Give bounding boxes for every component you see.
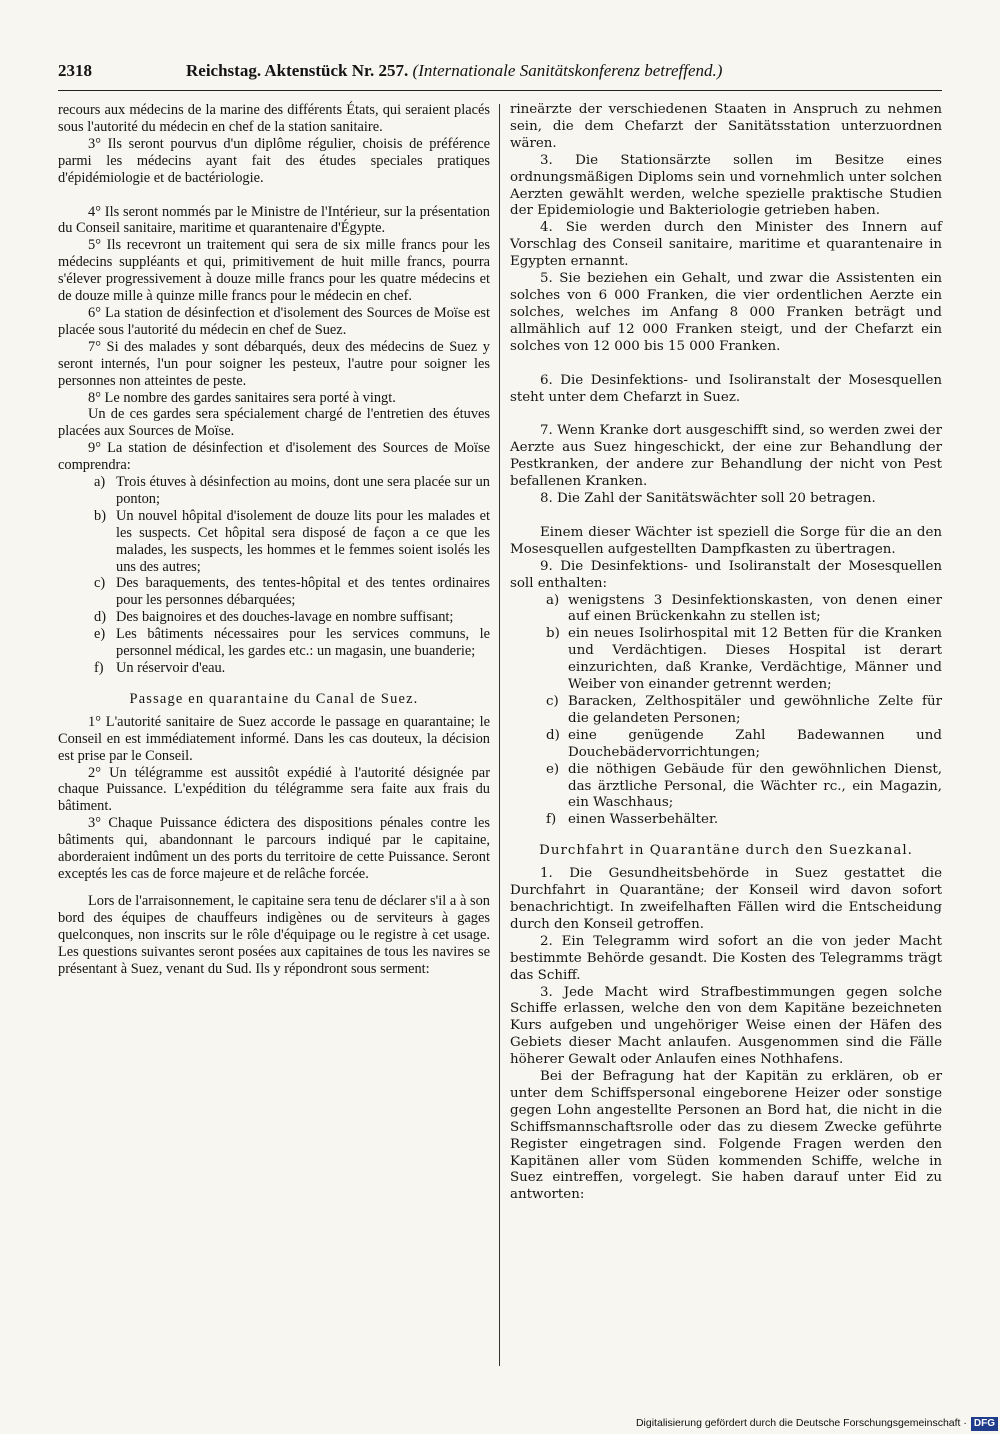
paragraph: recours aux médecins de la marine des différents États, qui seraient placés sous l'autorité du médecin en chef de la station sanitaire. — [58, 102, 490, 135]
paragraph: 4° Ils seront nommés par le Ministre de l'Intérieur, sur la présentation du Conseil sanitaire, maritime et quarantenaire d'Égypte. — [58, 203, 490, 237]
french-column — [58, 102, 490, 977]
paragraph: Un de ces gardes sera spécialement chargé de l'entretien des étuves placées aux Sources de Moïse. — [58, 406, 490, 440]
list-item: c) Baracken, Zelthospitäler und gewöhnliche Zelte für die gelandeten Personen; — [546, 694, 942, 726]
facility-list — [58, 474, 490, 677]
list-item: b) Un nouvel hôpital d'isolement de douze lits pour les malades et les suspects. Cet hôpital sera disposé de façon a ce que les malades, les suspects, les hommes et le femmes soient isolés les uns des autres; — [94, 507, 490, 575]
digitization-credit — [612, 1414, 998, 1432]
paragraph: 1. Die Gesundheitsbehörde in Suez gestattet die Durchfahrt in Quarantäne; der Konseil wird davon sofort benachrichtigt. In zweifelhaften Fällen wird die Entscheidung durch den Konseil getroffen. — [510, 866, 942, 932]
facility-list — [510, 593, 942, 830]
paragraph: 4. Sie werden durch den Minister des Innern auf Vorschlag des Conseil sanitaire, maritime et quarantenaire in Egypten ernannt. — [510, 220, 942, 270]
paragraph: 9° La station de désinfection et d'isolement des Sources de Moïse comprendra: — [58, 440, 490, 474]
paragraph: Lors de l'arraisonnement, le capitaine sera tenu de déclarer s'il a à son bord des équipes de chauffeurs indigènes ou de serviteurs à gages quelconques, non inscrits sur le rôle d'équipage ou le registre à cet usage. Les questions suivantes seront posées aux capitaines de tous les navires se présentant à Suez, venant du Sud. Ils y répondront sous serment: — [58, 892, 490, 977]
dfg-logo: DFG — [971, 1417, 998, 1431]
paragraph: 2. Ein Telegramm wird sofort an die von jeder Macht bestimmte Behörde gesandt. Die Kosten des Telegramms trägt das Schiff. — [510, 933, 942, 983]
paragraph: Einem dieser Wächter ist speziell die Sorge für die an den Mosesquellen aufgestellten Dampfkasten zu übertragen. — [510, 524, 942, 557]
list-item: e) die nöthigen Gebäude für den gewöhnlichen Dienst, das ärztliche Personal, die Wächter rc., ein Magazin, ein Waschhaus; — [546, 761, 942, 811]
german-column — [510, 102, 942, 1204]
paragraph: 3. Die Stationsärzte sollen im Besitze eines ordnungsmäßigen Diploms sein und vornehmlich unter solchen Aerzten gewählt werden, welche spezielle praktische Studien der Epidemiologie und Bakteriologie getrieben haben. — [510, 152, 942, 219]
paragraph: 8. Die Zahl der Sanitätswächter soll 20 betragen. — [540, 491, 876, 507]
running-title-subtitle: (Internationale Sanitätskonferenz betreffend.) — [412, 61, 723, 80]
section-heading: Durchfahrt in Quarantäne durch den Suezkanal. — [539, 843, 913, 859]
paragraph: rineärzte der verschiedenen Staaten in Anspruch zu nehmen sein, die dem Chefarzt der Sanitätsstation unterzuordnen wären. — [510, 102, 942, 151]
list-item: c) Des baraquements, des tentes-hôpital et des tentes ordinaires pour les personnes débarquées; — [94, 575, 490, 609]
paragraph: 5° Ils recevront un traitement qui sera de six mille francs pour les médecins suppléants et qui, primitivement de huit mille francs, pourra s'élever progressivement à douze mille francs pour les quatre médecins et de douze mille à quinze mille francs pour le médecin en chef. — [58, 237, 490, 305]
paragraph: 6° La station de désinfection et d'isolement des Sources de Moïse est placée sous l'autorité du médecin en chef de Suez. — [58, 304, 490, 338]
page-header — [58, 58, 940, 84]
paragraph: 2° Un télégramme est aussitôt expédié à l'autorité désignée par chaque Puissance. L'expédition du télégramme sera faite aux frais du bâtiment. — [58, 764, 490, 815]
page-number: 2318 — [58, 61, 92, 80]
paragraph: 5. Sie beziehen ein Gehalt, und zwar die Assistenten ein solches von 6 000 Franken, die vier ordentlichen Aerzte ein solches, welches im Anfang 8 000 Franken beträgt und allmählich auf 12 000 Franken steigt, und der Chefarzt ein solches von 12 000 bis 15 000 Franken. — [510, 271, 942, 354]
list-item: a) Trois étuves à désinfection au moins, dont une sera placée sur un ponton; — [94, 474, 490, 507]
paragraph: 6. Die Desinfektions- und Isoliranstalt der Mosesquellen steht unter dem Chefarzt in Suez. — [510, 372, 942, 405]
paragraph: 9. Die Desinfektions- und Isoliranstalt der Mosesquellen soll enthalten: — [510, 558, 942, 591]
paragraph: 3° Chaque Puissance édictera des dispositions pénales contre les bâtiments qui, abandonnant le parcours indiqué par le capitaine, aborderaient indûment un des ports du territoire de cette Puissance. Seront exceptés les cas de force majeure et de relâche forcée. — [58, 815, 490, 882]
paragraph: 1° L'autorité sanitaire de Suez accorde le passage en quarantaine; le Conseil en est immédiatement informé. Dans les cas douteux, la décision est prise par le Conseil. — [58, 713, 490, 764]
header-rule — [58, 90, 942, 91]
list-item: b) ein neues Isolirhospital mit 12 Betten für die Kranken und Verdächtigen. Dieses Hospital ist derart einzurichten, daß Kranke, Verdächtige, Männer und Weiber von einander getrennt werden; — [546, 626, 942, 693]
paragraph: 3° Ils seront pourvus d'un diplôme régulier, choisis de préférence parmi les médecins ayant fait des études speciales pratiques d'épidémiologie et de bactériologie. — [58, 135, 490, 186]
paragraph: 8° Le nombre des gardes sanitaires sera porté à vingt. — [88, 389, 396, 406]
list-item: d) Des baignoires et des douches-lavage en nombre suffisant; — [94, 609, 454, 626]
paragraph: Bei der Befragung hat der Kapitän zu erklären, ob er unter dem Schiffspersonal eingeborene Heizer oder sonstige gegen Lohn angestellte Personen an Bord hat, die nicht in die Schiffsmannschaftsrolle oder das zu diesem Zwecke geführte Register eingetragen sind. Folgende Fragen werden den Kapitänen aller vom Süden kommenden Schiffe, welche in Suez eintreffen, vorgelegt. Sie haben darauf unter Eid zu antworten: — [510, 1069, 942, 1203]
credit-text: Digitalisierung gefördert durch die Deutsche Forschungsgemeinschaft · — [635, 1417, 967, 1429]
list-item: f) Un réservoir d'eau. — [94, 660, 226, 676]
list-item: a) wenigstens 3 Desinfektionskasten, von denen einer auf einen Brückenkahn zu stellen ist; — [546, 592, 942, 625]
section-heading: Passage en quarantaine du Canal de Suez. — [129, 690, 419, 707]
paragraph: 7. Wenn Kranke dort ausgeschifft sind, so werden zwei der Aerzte aus Suez hingeschickt, der eine zur Behandlung der Pestkranken, der andere zur Behandlung der nicht von Pest befallenen Kranken. — [510, 423, 942, 490]
running-title — [186, 58, 722, 84]
list-item: d) eine genügende Zahl Badewannen und Douchebädervorrichtungen; — [546, 727, 942, 760]
running-title-main: Reichstag. Aktenstück Nr. 257. — [186, 61, 409, 80]
list-item: f) einen Wasserbehälter. — [546, 812, 719, 828]
list-item: e) Les bâtiments nécessaires pour les services communs, le personnel médical, les gardes etc.: un magasin, une buanderie; — [94, 626, 490, 660]
paragraph: 7° Si des malades y sont débarqués, deux des médecins de Suez y seront internés, l'un pour soigner les pesteux, l'autre pour soigner les personnes non atteintes de peste. — [58, 338, 490, 389]
column-divider — [499, 104, 500, 1366]
paragraph: 3. Jede Macht wird Strafbestimmungen gegen solche Schiffe erlassen, welche den von dem Kapitäne bezeichneten Kurs aufgeben und ungehöriger Weise einen der Häfen des Gebiets dieser Macht anlaufen. Ausgenommen sind die Fälle höherer Gewalt oder Anlaufen eines Nothhafens. — [510, 984, 942, 1068]
